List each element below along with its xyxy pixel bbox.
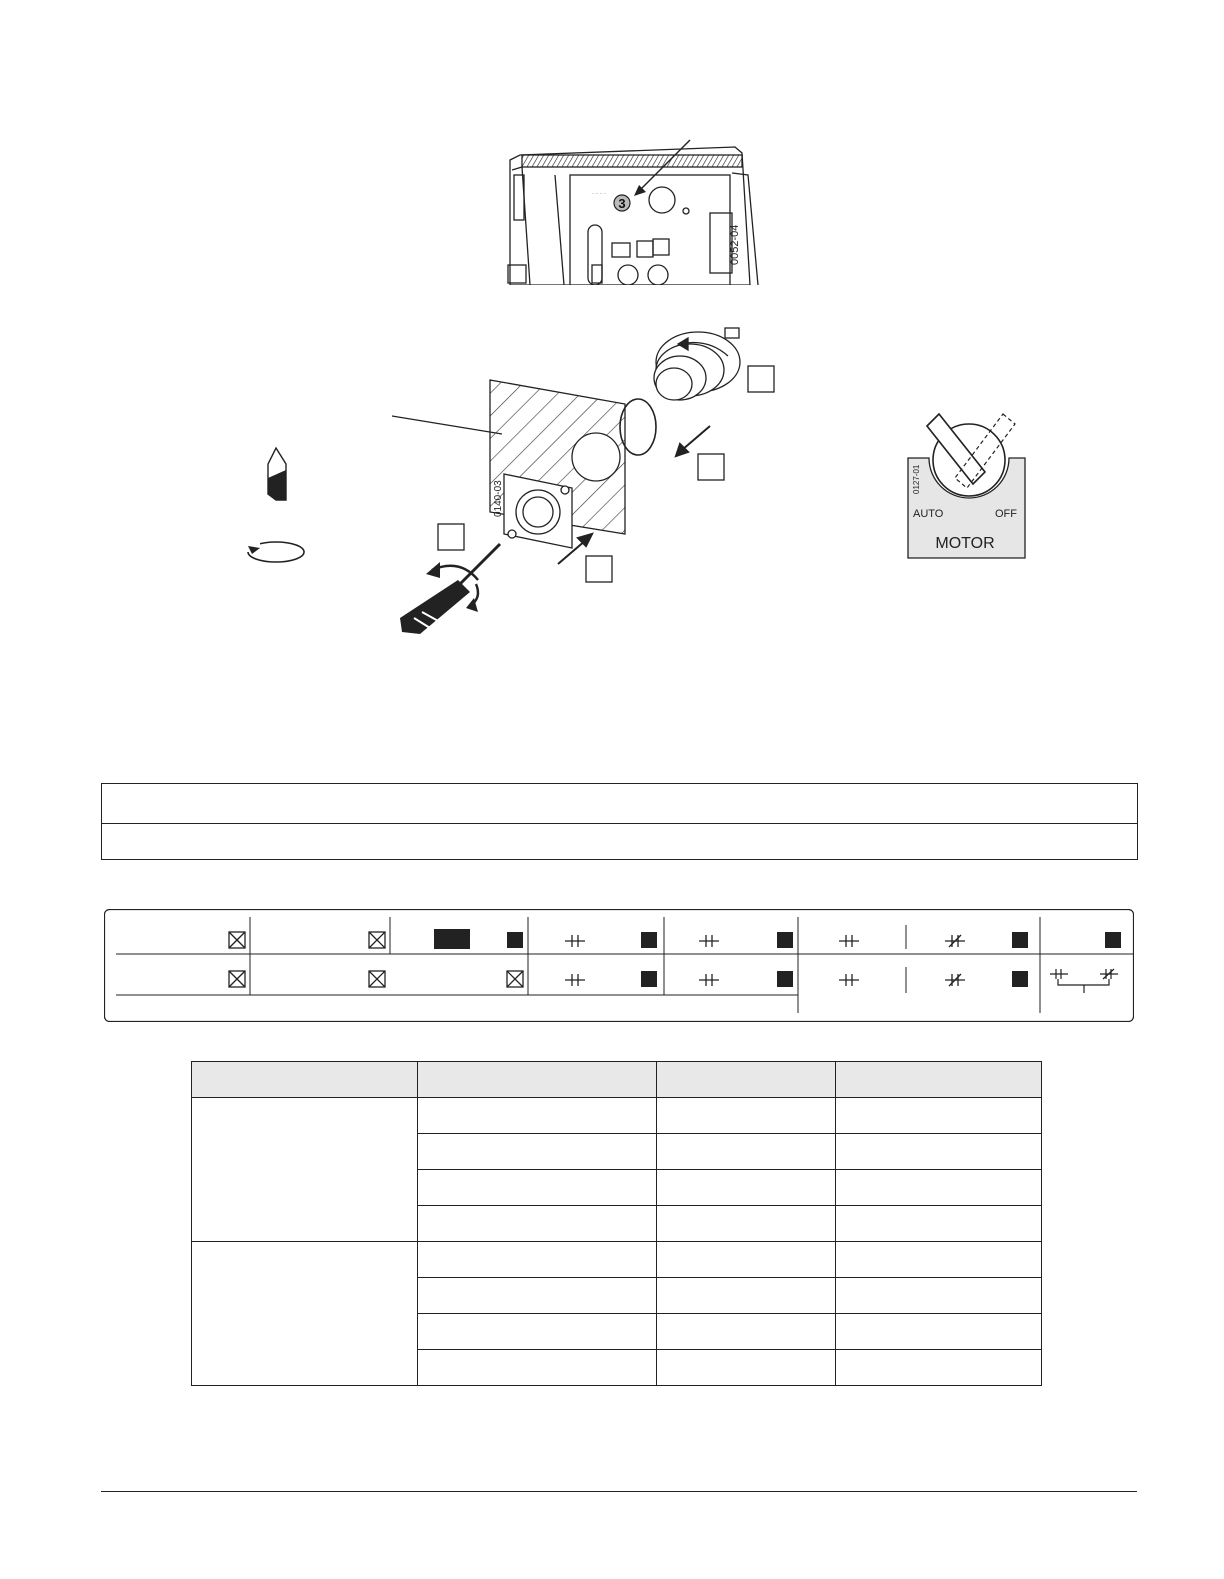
svg-text:·· ·· ·· ··: ·· ·· ·· ·· bbox=[592, 191, 606, 196]
table-row bbox=[192, 1242, 1042, 1278]
part-code-label: 0052-04 bbox=[729, 224, 741, 265]
table-header-cell bbox=[836, 1062, 1042, 1098]
table-header-row bbox=[192, 1062, 1042, 1098]
step-box bbox=[586, 556, 612, 582]
panel-border bbox=[105, 910, 1134, 1022]
table-header-cell bbox=[418, 1062, 657, 1098]
screwdriver-icon bbox=[400, 544, 500, 634]
tool-icons bbox=[238, 442, 318, 572]
enclosure-outline bbox=[508, 147, 758, 285]
table-row bbox=[192, 1098, 1042, 1134]
part-code-label: 0140-03 bbox=[493, 480, 504, 517]
info-box-table bbox=[101, 783, 1138, 860]
table-header-cell bbox=[192, 1062, 418, 1098]
operator-knob bbox=[654, 328, 740, 400]
info-box-row bbox=[102, 784, 1137, 824]
selector-switch-legend bbox=[905, 402, 1029, 562]
rotate-icon bbox=[244, 540, 304, 562]
panel-hole bbox=[572, 433, 620, 481]
panel-leader-line bbox=[392, 416, 502, 434]
flat-blade-screwdriver-icon bbox=[268, 448, 286, 500]
part-code-label: 0127-01 bbox=[912, 464, 921, 494]
footer-divider bbox=[101, 1491, 1137, 1492]
table-group-cell bbox=[192, 1242, 418, 1386]
legend-text: MOTOR bbox=[935, 535, 995, 552]
spec-table bbox=[191, 1061, 1042, 1386]
step-box bbox=[438, 524, 464, 550]
position-label-auto: AUTO bbox=[913, 508, 944, 520]
step-box bbox=[698, 454, 724, 480]
step-box bbox=[748, 366, 774, 392]
panel-cutout-figure bbox=[500, 135, 770, 285]
table-header-cell bbox=[657, 1062, 836, 1098]
table-group-cell bbox=[192, 1098, 418, 1242]
position-label-off: OFF bbox=[995, 508, 1017, 520]
callout-number: 3 bbox=[618, 196, 626, 211]
contact-diagram-panel bbox=[104, 909, 1134, 1022]
assembly-figure bbox=[380, 322, 800, 652]
